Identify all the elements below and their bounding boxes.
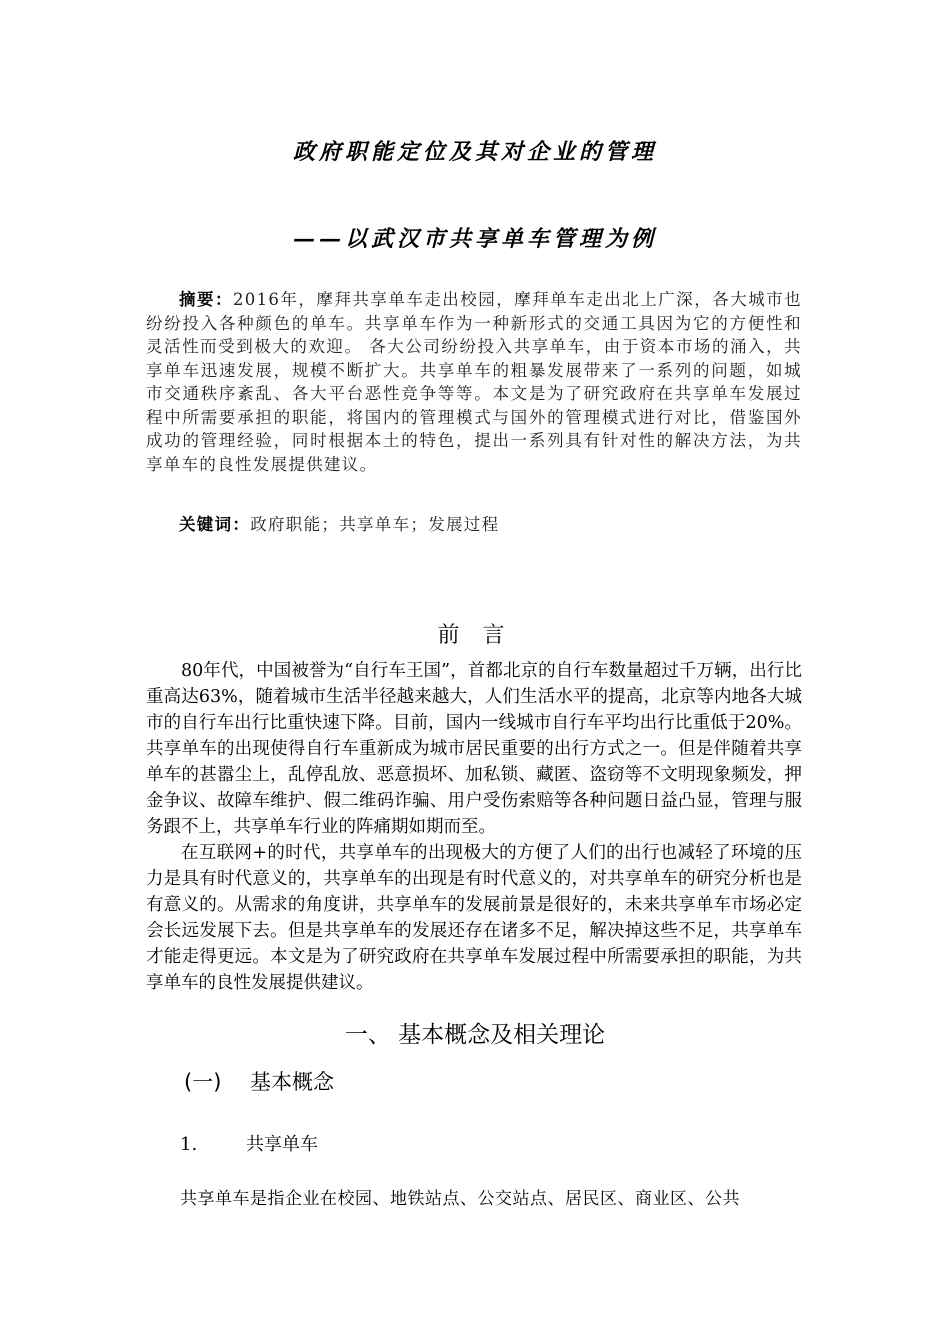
preface-heading: 前 言 — [437, 623, 513, 648]
subsection-number: (一) — [184, 1070, 222, 1094]
keywords — [146, 511, 802, 535]
preface-paragraph-1: 80年代，中国被誉为“自行车王国”，首都北京的自行车数量超过千万辆，出行比重高达63%，随着城市生活半径越来越大，人们生活水平的提高，北京等内地各大城市的自行车出行比重快速下降。目前，国内一线城市自行车平均出行比重低于20%。共享单车的出现使得自行车重新成为城市居民重要的出行方式之一。但是伴随着共享单车的甚嚣尘上，乱停乱放、恶意损坏、加私锁、藏匿、盗窃等不文明现象频发，押金争议、故障车维护、假二维码诈骗、用户受伤索赔等各种问题日益凸显，管理与服务跟不上，共享单车行业的阵痛期如期而至。 — [146, 661, 802, 837]
preface-body — [146, 658, 802, 996]
keywords-label: 关键词： — [179, 515, 251, 534]
preface-paragraph-2: 在互联网+的时代，共享单车的出现极大的方便了人们的出行也减轻了环境的压力是具有时代意义的，共享单车的出现是有时代意义的，对共享单车的研究分析也是有意义的。从需求的角度讲，共享单车的发展前景是很好的，未来共享单车市场必定会长远发展下去。但是共享单车的发展还存在诸多不足，解决掉这些不足，共享单车才能走得更远。本文是为了研究政府在共享单车发展过程中所需要承担的职能，为共享单车的良性发展提供建议。 — [146, 843, 802, 993]
abstract-label: 摘要： — [179, 290, 233, 309]
item-number: 1. — [180, 1134, 198, 1155]
subsection-heading — [184, 1066, 334, 1096]
item-title: 共享单车 — [246, 1134, 318, 1155]
item-heading — [180, 1130, 318, 1156]
item-text: 共享单车是指企业在校园、地铁站点、公交站点、居民区、商业区、公共 — [180, 1189, 740, 1209]
abstract — [146, 288, 802, 476]
document-subtitle: ——以武汉市共享单车管理为例 — [292, 226, 657, 252]
keywords-text: 政府职能；共享单车；发展过程 — [250, 515, 500, 534]
subsection-title: 基本概念 — [250, 1070, 334, 1094]
abstract-text: 2016年，摩拜共享单车走出校园，摩拜单车走出北上广深，各大城市也纷纷投入各种颜色的单车。共享单车作为一种新形式的交通工具因为它的方便性和灵活性而受到极大的欢迎。 各大公司纷纷投入共享单车，由于资本市场的涌入，共享单车迅速发展，规模不断扩大。共享单车的粗暴发展带来了一系列的问题，如城市交通秩序紊乱、各大平台恶性竞争等等。本文是为了研究政府在共享单车发展过程中所需要承担的职能，将国内的管理模式与国外的管理模式进行对比，借鉴国外成功的管理经验，同时根据本土的特色，提出一系列具有针对性的解决方法，为共享单车的良性发展提供建议。 — [146, 290, 802, 474]
document-title: 政府职能定位及其对企业的管理 — [292, 139, 657, 165]
section-heading: 一、 基本概念及相关理论 — [344, 1022, 606, 1048]
